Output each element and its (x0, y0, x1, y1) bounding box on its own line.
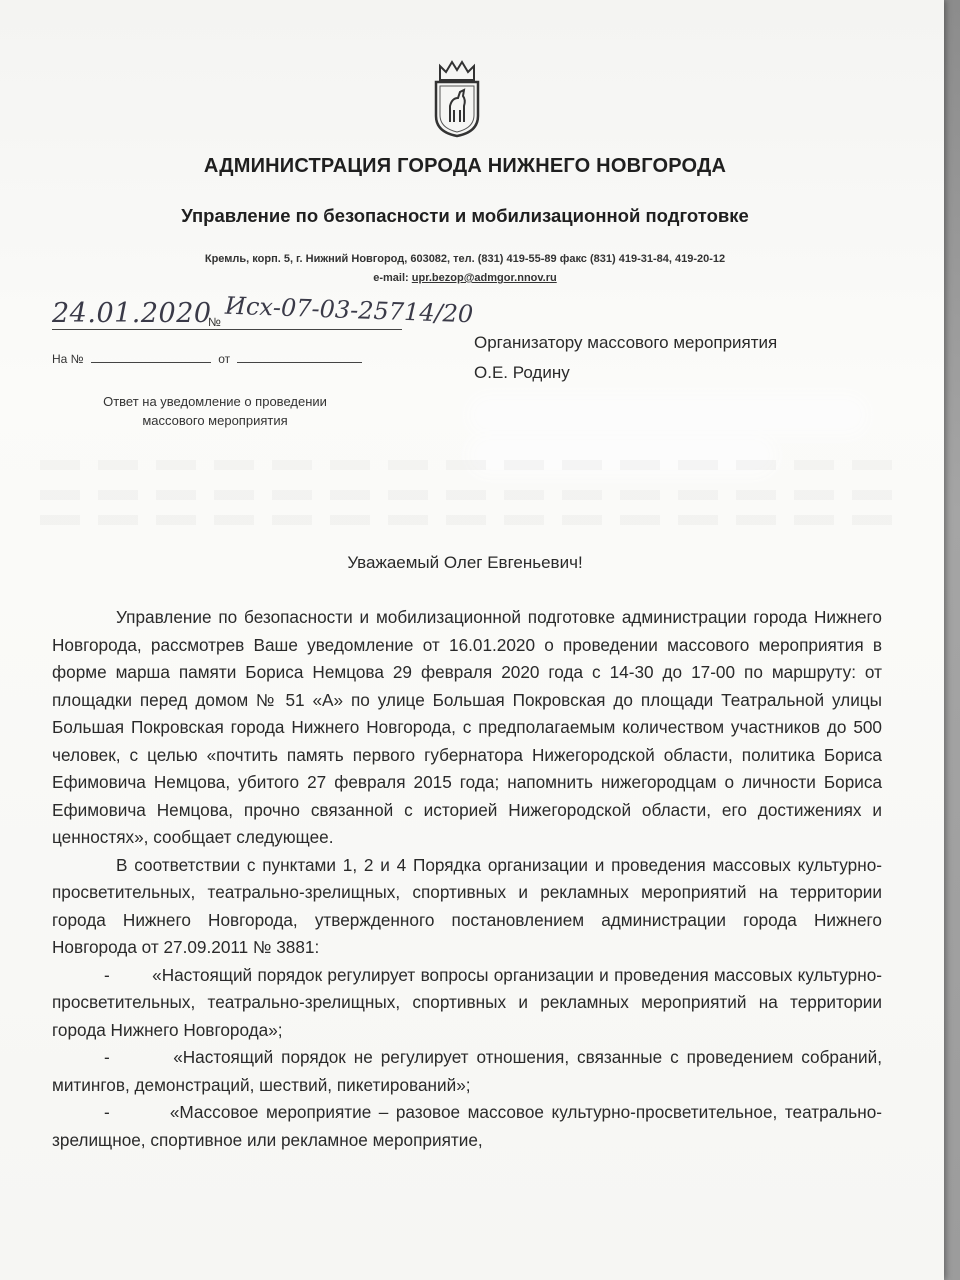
department-title: Управление по безопасности и мобилизационной подготовке (181, 205, 749, 226)
coat-of-arms-icon (430, 58, 484, 138)
number-label: № (208, 315, 221, 329)
addressee-line-2: О.Е. Родину (474, 363, 570, 382)
letter-body (52, 604, 882, 1154)
email-label: e-mail: (373, 272, 409, 284)
quote-item-3: - «Массовое мероприятие – разовое массовое культурно-просветительное, театрально-зрелищное, спортивное или рекламное мероприятие, (52, 1102, 882, 1150)
reference-line (52, 352, 362, 366)
paragraph-2: В соответствии с пунктами 1, 2 и 4 Порядка организации и проведения массовых культурно-просветительных, театрально-зрелищных, спортивных и рекламных мероприятий на территории города Нижнего Новгорода, утвержденного постановлением администрации города Нижнего Новгорода от 27.09.2011 № 3881: (52, 854, 882, 957)
paragraph-1: Управление по безопасности и мобилизационной подготовке администрации города Нижнего Новгорода, рассмотрев Ваше уведомление от 16.01.2020 о проведении массового мероприятия в форме марша памяти Бориса Немцова 29 февраля 2020 года с 14-30 до 17-00 по маршруту: от площадки перед домом № 51 «А» по улице Большая Покровская до площади Театральной улицы Большая Покровская города Нижнего Новгорода, с предполагаемым количеством участников до 500 человек, с целью «почтить память первого губернатора Нижегородской области, политика Бориса Ефимовича Немцова, убитого 27 февраля 2015 года; напомнить нижегородцам о личности Бориса Ефимовича Немцова, прочно связанной с историей Нижегородской области, его достижениях и ценностях», сообщает следующее. (52, 607, 882, 847)
addressee-line-1: Организатору массового мероприятия (474, 333, 778, 352)
quote-item-2: - «Настоящий порядок не регулирует отношения, связанные с проведением собраний, митингов, демонстраций, шествий, пикетирований»; (52, 1047, 882, 1095)
quote-item-1: - «Настоящий порядок регулирует вопросы организации и проведения массовых культурно-просветительных, театрально-зрелищных, спортивных и рекламных мероприятий на территории города Нижнего Новгорода»; (52, 964, 882, 1040)
reference-number-blank (91, 352, 211, 363)
bleed-through-text (40, 515, 900, 525)
bleed-through-text (40, 490, 900, 500)
bleed-through-text (40, 460, 900, 470)
redacted-address-line-1 (478, 404, 858, 426)
organization-title: АДМИНИСТРАЦИЯ ГОРОДА НИЖНЕГО НОВГОРОДА (203, 155, 727, 177)
contact-address: Кремль, корп. 5, г. Нижний Новгород, 603082, тел. (831) 419-55-89 факс (831) 419-31-84, 419-20-12 (204, 253, 726, 265)
reference-date-label: от (218, 352, 231, 366)
contact-email-line (0, 272, 930, 284)
addressee-block (474, 328, 777, 388)
reference-number-label: На № (52, 352, 84, 366)
subject-line-2: массового мероприятия (142, 413, 288, 428)
handwritten-outgoing-number: Исх-07-03-25714/20 (224, 291, 474, 329)
reference-date-blank (237, 352, 362, 363)
handwritten-date: 24.01.2020 (52, 298, 212, 329)
subject-line-1: Ответ на уведомление о проведении (103, 394, 327, 409)
letter-subject (60, 392, 370, 430)
salutation: Уважаемый Олег Евгеньевич! (347, 553, 583, 572)
registration-underline (52, 329, 402, 331)
email-link[interactable]: upr.bezop@admgor.nnov.ru (411, 272, 557, 284)
